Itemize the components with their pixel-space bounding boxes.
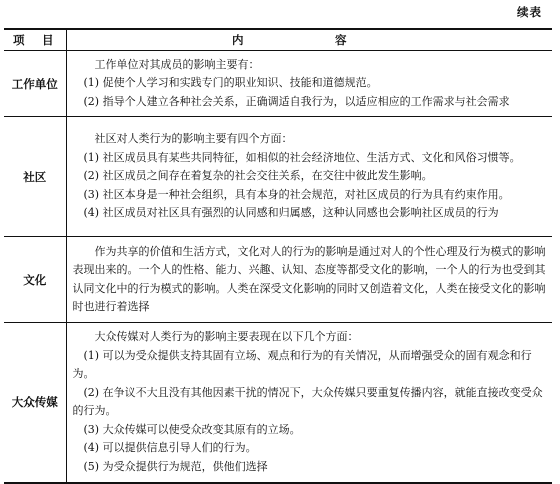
header-content: 内 容 — [66, 29, 552, 51]
content-line: (1) 可以为受众提供支持其固有立场、观点和行为的有关情况，从而增强受众的固有观念和行为。 — [72, 348, 532, 381]
row-label-work-unit: 工作单位 — [4, 51, 66, 117]
content-line: (5) 为受众提供行为规范，供他们选择 — [83, 459, 268, 473]
content-line: 社区对人类行为的影响主要有四个方面： — [94, 132, 293, 146]
content-line: (3) 大众传媒可以使受众改变其原有的立场。 — [83, 422, 301, 436]
table-row — [4, 51, 552, 117]
header-item: 项 目 — [4, 29, 66, 51]
row-content-work-unit — [66, 51, 552, 117]
content-line: (2) 在争议不大且没有其他因素干扰的情况下，大众传媒只要重复传播内容，就能直接改变受众的行为。 — [72, 385, 543, 418]
table-header-row — [4, 29, 552, 51]
content-line: (4) 社区成员对社区具有强烈的认同感和归属感，这种认同感也会影响社区成员的行为 — [83, 206, 499, 220]
continued-table-label: 续表 — [517, 5, 542, 19]
content-line: (1) 社区成员具有某些共同特征，如相似的社会经济地位、生活方式、文化和风俗习惯等。 — [83, 150, 521, 164]
row-content-community — [66, 117, 552, 237]
content-line: 大众传媒对人类行为的影响主要表现在以下几个方面： — [94, 330, 359, 344]
row-content-mass-media — [66, 323, 552, 483]
row-label-culture: 文化 — [4, 237, 66, 323]
content-line: (2) 社区成员之间存在着复杂的社会交往关系，在交往中彼此发生影响。 — [83, 169, 433, 183]
content-line: (1) 促使个人学习和实践专门的职业知识、技能和道德规范。 — [83, 76, 378, 90]
content-line: (2) 指导个人建立各种社会关系，正确调适自我行为，以适应相应的工作需求与社会需求 — [83, 94, 510, 108]
table-row — [4, 323, 552, 483]
content-line: 工作单位对其成员的影响主要有： — [94, 57, 260, 71]
table-row — [4, 237, 552, 323]
behavior-influence-table — [4, 28, 552, 484]
content-line: (3) 社区本身是一种社会组织，具有本身的社会规范，对社区成员的行为具有约束作用。 — [83, 187, 510, 201]
row-label-mass-media: 大众传媒 — [4, 323, 66, 483]
content-line: (4) 可以提供信息引导人们的行为。 — [83, 441, 257, 455]
table-row — [4, 117, 552, 237]
content-paragraph: 作为共享的价值和生活方式，文化对人的行为的影响是通过对人的个性心理及行为模式的影响表现出来的。一个人的性格、能力、兴趣、认知、态度等都受文化的影响，一个人的行为也受到其认同文化中的行为模式的影响。人类在深受文化影响的同时又创造着文化，人类在接受文化的影响时也进行着选择 — [72, 244, 546, 313]
row-label-community: 社区 — [4, 117, 66, 237]
row-content-culture — [66, 237, 552, 323]
